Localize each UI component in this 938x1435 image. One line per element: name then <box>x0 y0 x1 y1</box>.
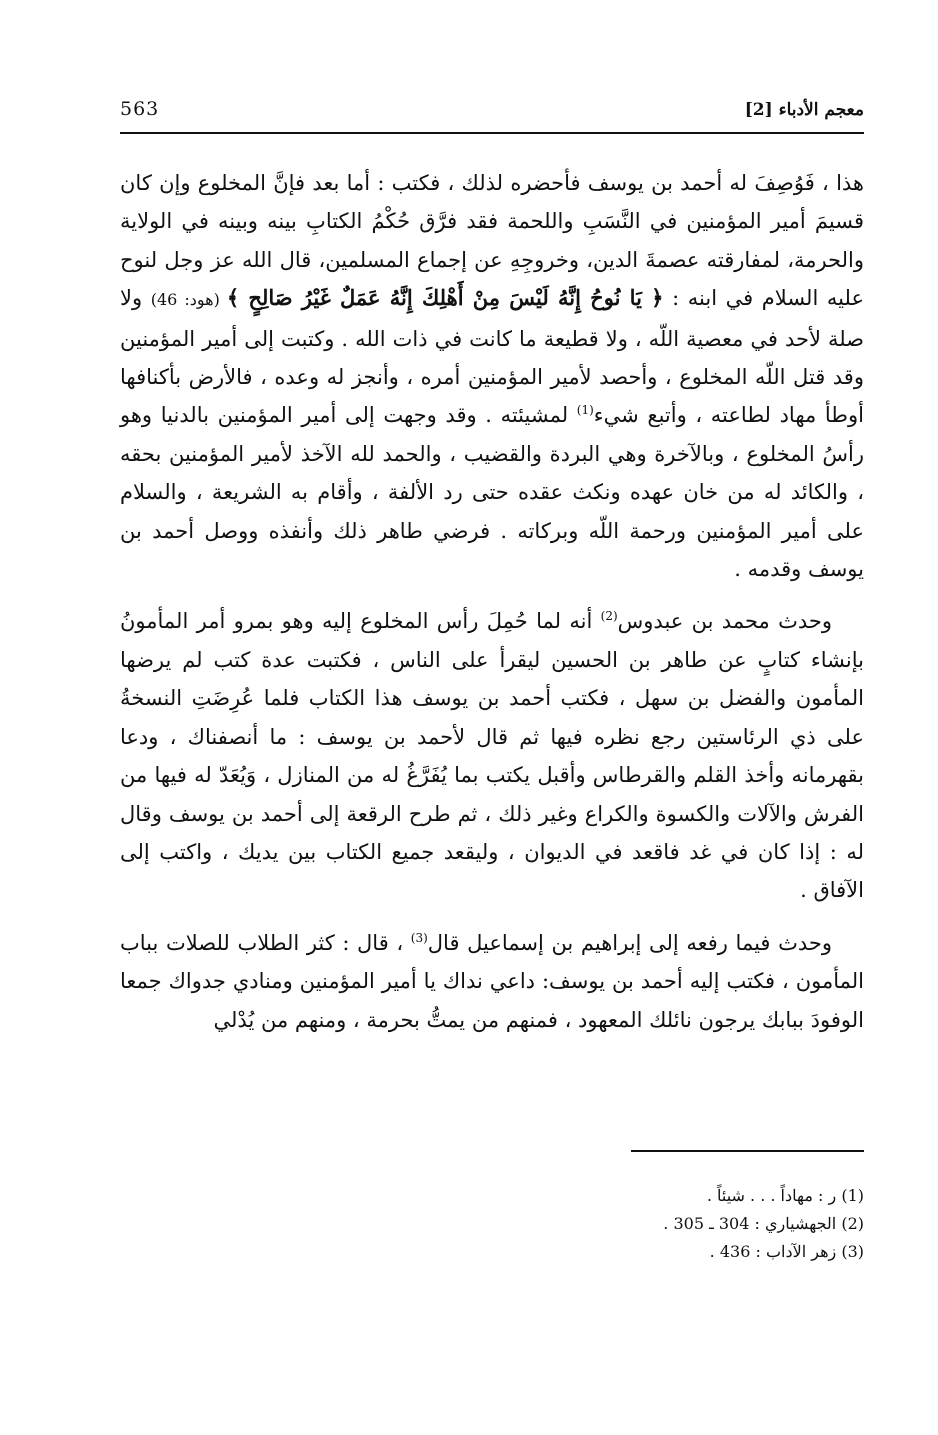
page-number: 563 <box>120 98 160 120</box>
paragraph-text: وحدث فيما رفعه إلى إبراهيم بن إسماعيل قال <box>427 930 832 955</box>
paragraph-text: لمشيئته . وقد وجهت إلى أمير المؤمنين بالدنيا وهو رأسُ المخلوع ، وبالآخرة وهي البردة والقضيب ، والحمد لله الآخذ لأمير المؤمنين بحقه ، والكائد له من خان عهده ونكث عقده حتى رد الألفة ، وأقام به الشريعة ، والسلام على أمير المؤمنين ورحمة اللّه وبركاته . فرضي طاهر ذلك وأنفذه ووصل أحمد بن يوسف وقدمه . <box>120 403 864 582</box>
paragraph-text: وحدث محمد بن عبدوس <box>617 609 833 634</box>
header-rule <box>120 132 864 134</box>
verse-reference: (هود: 46) <box>150 290 227 310</box>
footnote-3: (3) زهر الآداب : 436 . <box>709 1242 864 1261</box>
footnote-marker[interactable]: (3) <box>410 930 428 945</box>
book-title: معجم الأدباء [2] <box>744 100 864 120</box>
footnote-marker[interactable]: (2) <box>600 609 618 624</box>
paragraph-text: ، قال : كثر الطلاب للصلات بباب المأمون ، فكتب إليه أحمد بن يوسف: داعي نداك يا أمير المؤمنين ومنادي جدواك جمعا الوفودَ ببابك يرجون نائلك المعهود ، فمنهم من يمتُّ بحرمة ، ومنهم من يُدْلي <box>120 930 864 1032</box>
footnotes <box>420 1182 864 1266</box>
paragraph-3 <box>120 924 864 1039</box>
paragraph-text: ولا صلة لأحد في معصية اللّه ، ولا قطيعة ما كانت في ذات الله . وكتبت إلى أمير المؤمنين وقد قتل اللّه المخلوع ، وأحصد لأمير المؤمنين أمره ، وأنجز له وعده ، فالأرض بأكنافها أوطأ مهاد لطاعته ، وأتبع شيء <box>120 286 864 428</box>
footnote-marker[interactable]: (1) <box>576 403 594 418</box>
paragraph-2 <box>120 602 864 909</box>
paragraph-1 <box>120 164 864 588</box>
main-text <box>120 164 864 1053</box>
page-header <box>120 96 864 136</box>
quran-verse: ﴿ يَا نُوحُ إِنَّهُ لَيْسَ مِنْ أَهْلِكَ إِنَّهُ عَمَلٌ غَيْرُ صَالِحٍ ﴾ <box>226 285 664 311</box>
footnote-2: (2) الجهشياري : 304 ـ 305 . <box>663 1214 864 1233</box>
paragraph-text: هذا ، فَوُصِفَ له أحمد بن يوسف فأحضره لذلك ، فكتب : أما بعد فإنَّ المخلوع وإن كان قسيمَ أمير المؤمنين في النَّسَبِ واللحمة فقد فرَّق حُكْمُ الكتابِ بينه وبينه في الولاية والحرمة، لمفارقته عصمةَ الدين، وخروجِهِ عن إجماع المسلمين، قال الله عز وجل لنوح عليه السلام في ابنه : <box>120 171 864 311</box>
paragraph-text: أنه لما حُمِلَ رأس المخلوع إليه وهو بمرو أمر المأمونُ بإنشاء كتابٍ عن طاهر بن الحسين ليقرأ على الناس ، فكتبت عدة كتب لم يرضها المأمون والفضل بن سهل ، فكتب أحمد بن يوسف هذا الكتاب فلما عُرِضَتِ النسخةُ على ذي الرئاستين رجع نظره فيها ثم قال لأحمد بن يوسف : ما أنصفناك ، ودعا بقهرمانه وأخذ القلم والقرطاس وأقبل يكتب بما يُفَرَّغُ له من المنازل ، وَيُعَدّ له فيها من الفرش والآلات والكسوة والكراع وغير ذلك ، ثم طرح الرقعة إلى أحمد بن يوسف وقال له : إذا كان في غد فاقعد في الديوان ، وليقعد جميع الكتاب بين يديك ، واكتب إلى الآفاق . <box>120 609 865 903</box>
footnote-separator <box>631 1150 864 1152</box>
footnote-1: (1) ر : مهاداً . . . شيئاً . <box>706 1186 864 1205</box>
